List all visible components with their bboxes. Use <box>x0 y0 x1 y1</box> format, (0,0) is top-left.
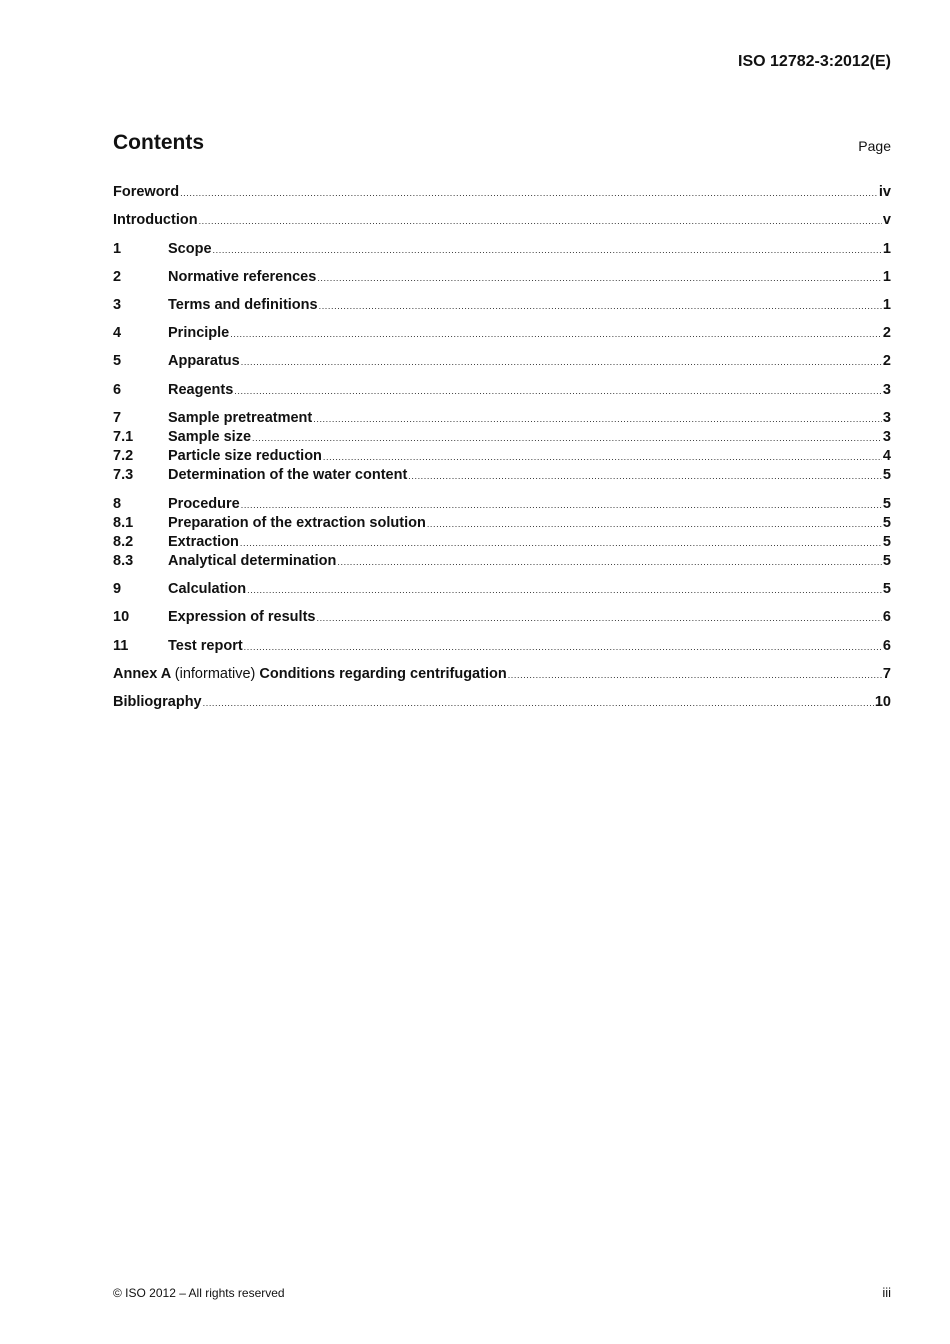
toc-entry-title: Expression of results <box>168 609 316 625</box>
toc-entry-7[interactable] <box>113 409 891 428</box>
toc-entry-page: 7 <box>882 666 891 682</box>
toc-entry-page: 5 <box>882 467 891 483</box>
toc-entry-title: Sample size <box>168 429 252 445</box>
toc-entry-title: Normative references <box>168 269 317 285</box>
toc-entry-number: 11 <box>113 638 129 654</box>
dot-leader <box>252 429 882 448</box>
toc-entry-number: 3 <box>113 297 122 313</box>
toc-entry-number: 5 <box>113 353 122 369</box>
toc-entry-title: Particle size reduction <box>168 448 322 464</box>
toc-entry-7-1[interactable] <box>113 428 891 447</box>
dot-leader <box>317 269 882 288</box>
toc-entry-page: 1 <box>882 269 891 285</box>
annex-prefix: Annex A <box>113 666 171 682</box>
toc-entry-3[interactable] <box>113 296 891 315</box>
toc-entry-6[interactable] <box>113 381 891 400</box>
page-column-label: Page <box>858 138 891 154</box>
toc-entry-title: Sample pretreatment <box>168 410 313 426</box>
dot-leader <box>241 353 882 372</box>
toc-entry-9[interactable] <box>113 580 891 599</box>
toc-entry-2[interactable] <box>113 268 891 287</box>
toc-entry-8-2[interactable] <box>113 533 891 552</box>
toc-entry-11[interactable] <box>113 637 891 656</box>
toc-entry-page: 3 <box>882 429 891 445</box>
toc-entry-title: Extraction <box>168 534 239 550</box>
toc-entry-title: Scope <box>168 241 212 257</box>
contents-title: Contents <box>113 131 204 154</box>
toc-entry-page: 2 <box>882 353 891 369</box>
toc-entry-bibliography[interactable] <box>113 693 891 712</box>
toc-entry-10[interactable] <box>113 608 891 627</box>
toc-entry-title: Calculation <box>168 581 247 597</box>
dot-leader <box>313 410 882 429</box>
dot-leader <box>234 382 882 401</box>
toc-entry-number: 8.3 <box>113 553 134 569</box>
toc-entry-page: 3 <box>882 410 891 426</box>
dot-leader <box>241 496 882 515</box>
toc-entry-number: 7.1 <box>113 429 134 445</box>
toc-entry-4[interactable] <box>113 324 891 343</box>
dot-leader <box>508 666 882 685</box>
dot-leader <box>180 184 878 203</box>
toc-entry-number: 10 <box>113 609 130 625</box>
dot-leader <box>247 581 882 600</box>
toc-entry-number: 2 <box>113 269 122 285</box>
dot-leader <box>203 694 874 713</box>
dot-leader <box>323 448 882 467</box>
toc-entry-number: 7.2 <box>113 448 134 464</box>
toc-entry-page: 2 <box>882 325 891 341</box>
toc-entry-1[interactable] <box>113 240 891 259</box>
table-of-contents <box>113 183 891 712</box>
toc-entry-title: Determination of the water content <box>168 467 408 483</box>
toc-entry-page: v <box>882 212 891 228</box>
toc-entry-number: 9 <box>113 581 122 597</box>
toc-entry-page: 1 <box>882 297 891 313</box>
toc-entry-page: 6 <box>882 638 891 654</box>
toc-entry-page: 5 <box>882 534 891 550</box>
dot-leader <box>337 553 882 572</box>
toc-entry-page: 5 <box>882 553 891 569</box>
toc-entry-number: 6 <box>113 382 122 398</box>
toc-entry-number: 7.3 <box>113 467 134 483</box>
dot-leader <box>230 325 882 344</box>
toc-entry-page: iv <box>878 184 891 200</box>
toc-entry-page: 5 <box>882 515 891 531</box>
dot-leader <box>240 534 882 553</box>
toc-entry-number: 4 <box>113 325 122 341</box>
document-id: ISO 12782-3:2012(E) <box>738 53 891 70</box>
toc-entry-title: Procedure <box>168 496 240 512</box>
toc-entry-annex-a[interactable] <box>113 665 891 684</box>
toc-entry-number: 7 <box>113 410 122 426</box>
toc-entry-page: 5 <box>882 581 891 597</box>
toc-entry-number: 1 <box>113 241 122 257</box>
dot-leader <box>316 609 881 628</box>
toc-entry-5[interactable] <box>113 352 891 371</box>
dot-leader <box>319 297 882 316</box>
toc-entry-title <box>113 665 507 684</box>
toc-entry-8[interactable] <box>113 495 891 514</box>
toc-entry-title: Analytical determination <box>168 553 337 569</box>
toc-entry-page: 10 <box>874 694 891 710</box>
toc-entry-7-2[interactable] <box>113 447 891 466</box>
toc-entry-number: 8 <box>113 496 122 512</box>
toc-entry-7-3[interactable] <box>113 466 891 485</box>
annex-title: Conditions regarding centrifugation <box>259 666 507 682</box>
dot-leader <box>427 515 882 534</box>
dot-leader <box>213 241 882 260</box>
toc-entry-title: Preparation of the extraction solution <box>168 515 426 531</box>
toc-entry-page: 3 <box>882 382 891 398</box>
toc-entry-number: 8.1 <box>113 515 134 531</box>
toc-entry-page: 4 <box>882 448 891 464</box>
toc-entry-title: Bibliography <box>113 694 202 710</box>
toc-entry-title: Terms and definitions <box>168 297 318 313</box>
dot-leader <box>408 467 882 486</box>
page-number: iii <box>882 1285 891 1300</box>
toc-entry-foreword[interactable] <box>113 183 891 202</box>
copyright-notice: © ISO 2012 – All rights reserved <box>113 1286 285 1300</box>
toc-entry-title: Test report <box>168 638 243 654</box>
toc-entry-title: Introduction <box>113 212 198 228</box>
toc-entry-page: 6 <box>882 609 891 625</box>
toc-entry-8-1[interactable] <box>113 514 891 533</box>
toc-entry-page: 1 <box>882 241 891 257</box>
toc-entry-title: Apparatus <box>168 353 240 369</box>
toc-entry-title: Foreword <box>113 184 180 200</box>
toc-entry-introduction[interactable] <box>113 211 891 230</box>
toc-entry-8-3[interactable] <box>113 552 891 571</box>
toc-entry-page: 5 <box>882 496 891 512</box>
annex-type: (informative) <box>174 666 256 682</box>
toc-entry-title: Reagents <box>168 382 234 398</box>
dot-leader <box>244 638 882 657</box>
toc-entry-number: 8.2 <box>113 534 134 550</box>
dot-leader <box>199 212 882 231</box>
toc-entry-title: Principle <box>168 325 230 341</box>
